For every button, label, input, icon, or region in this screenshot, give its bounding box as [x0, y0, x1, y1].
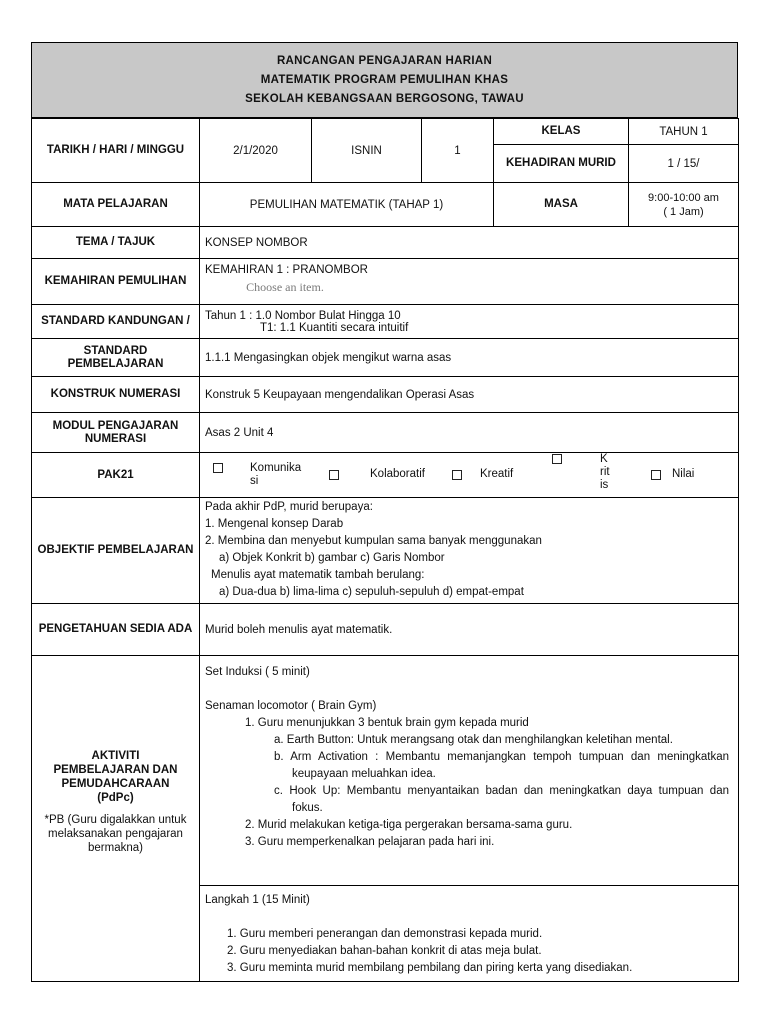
objektif-line: a) Dua-dua b) lima-lima c) sepuluh-sepuluh d) empat-empat	[219, 586, 524, 598]
week-value: 1	[422, 119, 494, 183]
kemahiran-value: KEMAHIRAN 1 : PRANOMBOR	[205, 264, 368, 276]
masa-label: MASA	[494, 183, 629, 227]
standard-kandungan-value	[200, 305, 739, 339]
standard-pembelajaran-label: STANDARD PEMBELAJARAN	[32, 339, 200, 377]
tarikh-label: TARIKH / HARI / MINGGU	[32, 119, 200, 183]
objektif-line: Menulis ayat matematik tambah berulang:	[211, 569, 425, 581]
sk-line-2: T1: 1.1 Kuantiti secara intuitif	[260, 321, 409, 334]
lesson-plan-table	[31, 118, 739, 982]
modul-label: MODUL PENGAJARAN NUMERASI	[32, 413, 200, 453]
aktiviti-note: *PB (Guru digalakkan untuk melaksanakan pengajaran bermakna)	[44, 814, 187, 854]
nilai-checkbox[interactable]	[651, 470, 661, 480]
header-school: SEKOLAH KEBANGSAAN BERGOSONG, TAWAU	[245, 92, 524, 105]
kelas-value: TAHUN 1	[629, 119, 739, 145]
senaman-title: Senaman locomotor ( Brain Gym)	[205, 700, 377, 712]
pengetahuan-value: Murid boleh menulis ayat matematik.	[200, 604, 739, 656]
langkah-step-1: 1. Guru memberi penerangan dan demonstrasi kepada murid.	[227, 928, 543, 940]
kritis-label-c: is	[600, 479, 609, 491]
lesson-plan-document	[31, 42, 738, 982]
komunikasi-checkbox[interactable]	[213, 463, 223, 473]
langkah-step-3: 3. Guru meminta murid membilang pembilang dan piring kerta yang disediakan.	[227, 962, 633, 974]
standard-kandungan-label: STANDARD KANDUNGAN /	[32, 305, 200, 339]
choose-item-dropdown[interactable]: Choose an item.	[246, 280, 324, 294]
kritis-checkbox[interactable]	[552, 454, 562, 464]
mata-pelajaran-value: PEMULIHAN MATEMATIK (TAHAP 1)	[200, 183, 494, 227]
kemahiran-label: KEMAHIRAN PEMULIHAN	[32, 259, 200, 305]
komunikasi-label	[250, 462, 301, 488]
kreatif-label: Kreatif	[480, 468, 514, 480]
kemahiran-cell	[200, 259, 739, 305]
konstruk-label: KONSTRUK NUMERASI	[32, 377, 200, 413]
mata-pelajaran-label: MATA PELAJARAN	[32, 183, 200, 227]
aktiviti-label-cell	[32, 656, 200, 982]
activity-sub-b: b. Arm Activation : Membantu memanjangkan tempoh tumpuan dan meningkatkan keupayaan meluahkan idea.	[274, 751, 729, 780]
objektif-value	[200, 498, 739, 604]
objektif-line: 1. Mengenal konsep Darab	[205, 518, 344, 530]
kritis-label-b: rit	[600, 466, 610, 478]
kritis-label	[600, 453, 610, 492]
tema-label: TEMA / TAJUK	[32, 227, 200, 259]
komunikasi-label-a: Komunika	[250, 462, 302, 474]
pak21-label: PAK21	[32, 453, 200, 498]
objektif-label: OBJEKTIF PEMBELAJARAN	[32, 498, 200, 604]
langkah-step-2: 2. Guru menyediakan bahan-bahan konkrit di atas meja bulat.	[227, 945, 542, 957]
activity-item-2: 2. Murid melakukan ketiga-tiga pergerakan bersama-sama guru.	[245, 819, 573, 831]
kritis-label-a: K	[600, 453, 608, 465]
pengetahuan-label: PENGETAHUAN SEDIA ADA	[32, 604, 200, 656]
sk-line-1: Tahun 1 : 1.0 Nombor Bulat Hingga 10	[205, 309, 401, 322]
document-header	[31, 42, 738, 118]
langkah-1-title: Langkah 1 (15 Minit)	[205, 894, 310, 906]
komunikasi-label-b: si	[250, 475, 259, 487]
day-value: ISNIN	[312, 119, 422, 183]
tema-value: KONSEP NOMBOR	[200, 227, 739, 259]
activity-item-3: 3. Guru memperkenalkan pelajaran pada hari ini.	[245, 836, 495, 848]
kolaboratif-checkbox[interactable]	[329, 470, 339, 480]
objektif-line: Pada akhir PdP, murid berupaya:	[205, 501, 373, 513]
activity-sub-a: a. Earth Button: Untuk merangsang otak dan menghilangkan keletihan mental.	[274, 734, 673, 746]
modul-value: Asas 2 Unit 4	[200, 413, 739, 453]
set-induksi-title: Set Induksi ( 5 minit)	[205, 666, 310, 678]
masa-time: 9:00-10:00 am	[648, 191, 719, 204]
konstruk-value: Konstruk 5 Keupayaan mengendalikan Operasi Asas	[200, 377, 739, 413]
activity-item-1: 1. Guru menunjukkan 3 bentuk brain gym kepada murid	[245, 717, 529, 729]
activity-sub-c: c. Hook Up: Membantu menyantaikan badan dan meningkatkan daya tumpuan dan fokus.	[274, 785, 729, 814]
langkah-1-cell	[200, 886, 739, 982]
objektif-line: 2. Membina dan menyebut kumpulan sama banyak menggunakan	[205, 535, 542, 547]
nilai-label: Nilai	[672, 468, 695, 480]
aktiviti-label: AKTIVITI PEMBELAJARAN DAN PEMUDAHCARAAN (PdPc)	[53, 750, 178, 804]
standard-pembelajaran-value: 1.1.1 Mengasingkan objek mengikut warna asas	[200, 339, 739, 377]
masa-duration: ( 1 Jam)	[663, 205, 704, 218]
objektif-line: a) Objek Konkrit b) gambar c) Garis Nombor	[219, 552, 445, 564]
kehadiran-value: 1 / 15/	[629, 145, 739, 183]
kolaboratif-label: Kolaboratif	[370, 468, 425, 480]
masa-value	[629, 183, 739, 227]
header-title: RANCANGAN PENGAJARAN HARIAN	[276, 54, 493, 67]
header-subject: MATEMATIK PROGRAM PEMULIHAN KHAS	[260, 73, 509, 86]
pak21-options	[200, 453, 739, 498]
set-induksi-cell	[200, 656, 739, 886]
kelas-label: KELAS	[494, 119, 629, 145]
date-value: 2/1/2020	[200, 119, 312, 183]
kreatif-checkbox[interactable]	[452, 470, 462, 480]
kehadiran-label: KEHADIRAN MURID	[494, 145, 629, 183]
